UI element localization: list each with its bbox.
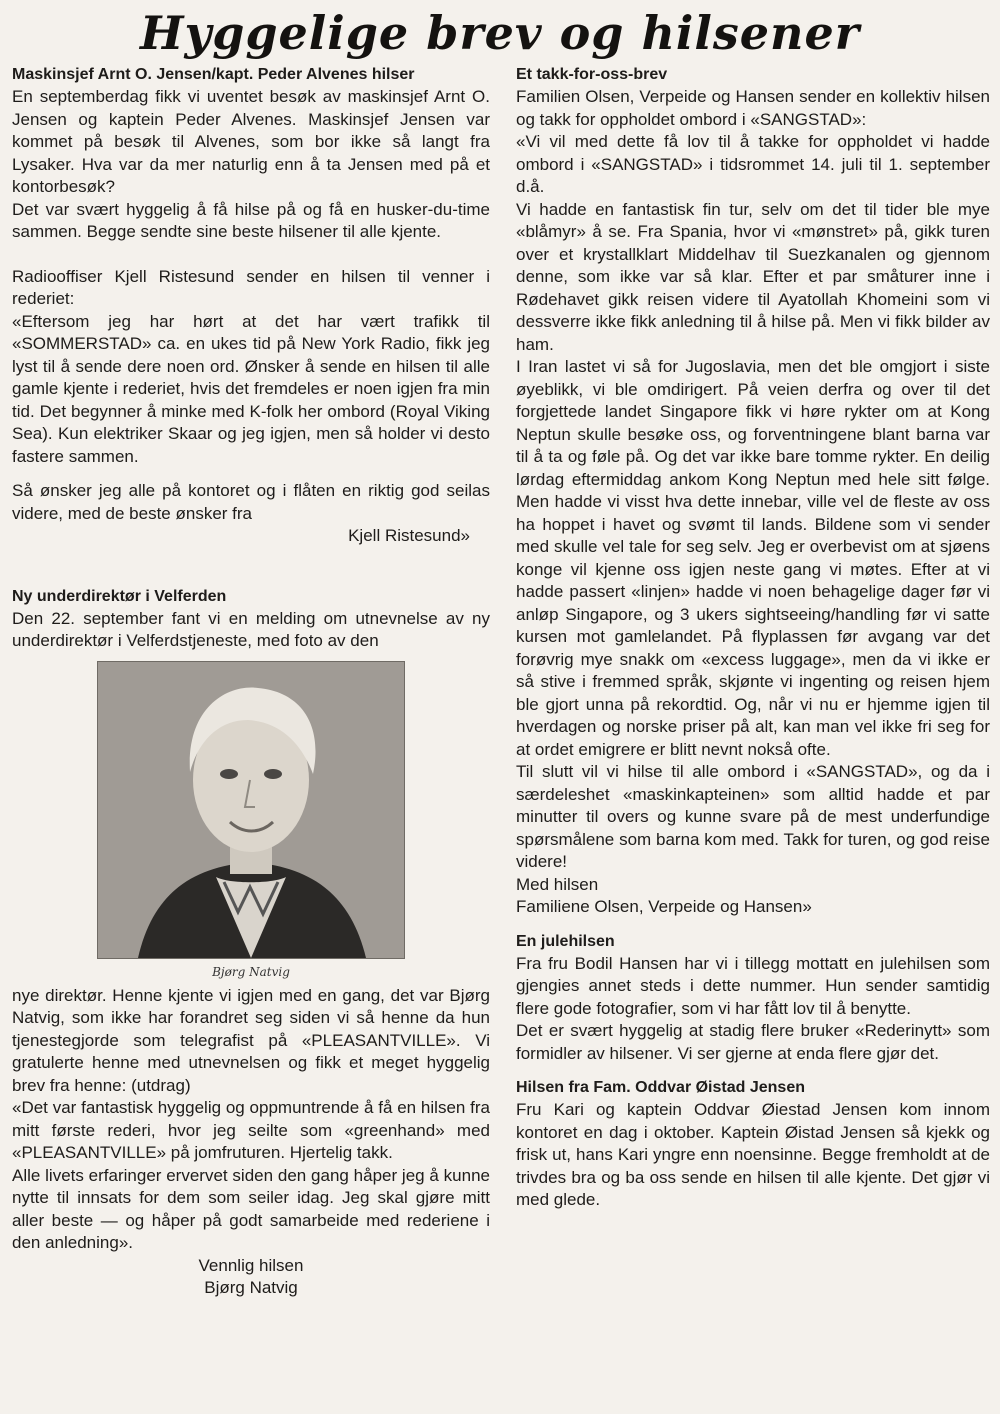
paragraph: nye direktør. Henne kjente vi igjen med en gang, det var Bjørg Natvig, som ikke har forandret seg siden vi så henne da hun tjenestegjorde som telegrafist på «PLEASANTVILLE». Vi gratulerte henne med utnevnelsen og fikk et meget hyggelig brev fra henne: (utdrag) [12, 985, 490, 1095]
photo-caption: Bjørg Natvig [212, 964, 290, 979]
section-heading-takk-for-oss: Et takk-for-oss-brev [516, 66, 668, 83]
paragraph: Vi hadde en fantastisk fin tur, selv om det til tider ble mye «blåmyr» å se. Fra Spania, hvor vi «mønstret» på, gikk turen over et krystallklart Middelhav til Suezkanalen og gjennom denne, som ikke var så klar. Efter et par småturer inne i Rødehavet gikk reisen videre til Ayatollah Khomeini som vi dessverre ikke fikk anledning til å hilse på. Men vi fikk bilder av ham. [516, 199, 990, 354]
signature: Kjell Ristesund» [348, 526, 470, 545]
section-heading-jensen-alvenes: Maskinsjef Arnt O. Jensen/kapt. Peder Alvenes hilser [12, 66, 415, 83]
paragraph: Alle livets erfaringer ervervet siden den gang håper jeg å kunne nytte til innsats for dem som seiler idag. Jeg skal gjøre mitt aller beste — og håper på godt samarbeide med rederiene i den anledning». [12, 1165, 490, 1252]
paragraph: En septemberdag fikk vi uventet besøk av maskinsjef Arnt O. Jensen og kaptein Peder Alvenes. Maskinsjef Jensen var kommet på besøk til Alvenes, som bor ikke så langt fra Lysaker. Hva var da mer naturlig enn å ta Jensen med på et kontorbesøk? [12, 87, 490, 196]
paragraph: Familien Olsen, Verpeide og Hansen sender en kollektiv hilsen og takk for oppholdet ombord i «SANGSTAD»: [516, 87, 990, 129]
paragraph: Det er svært hyggelig at stadig flere bruker «Rederinytt» som formidler av hilsener. Vi ser gjerne at enda flere gjør det. [516, 1021, 990, 1063]
section-heading-underdirektor: Ny underdirektør i Velferden [12, 587, 227, 605]
right-column [516, 64, 990, 1212]
paragraph: I Iran lastet vi så for Jugoslavia, men det ble omgjort i siste øyeblikk, vi ble omdirigert. På veien derfra og over til det forgjettede landet Singapore fikk vi høre rykter om at Kong Neptun skulle besøke oss, og forventningene blant barna var til å ta og føle på. Og det var ikke bare tomme rykter. En deilig lørdag eftermiddag ankom Kong Neptun med hele sitt følge. Men hadde vi visst hva dette innebar, ville vel de fleste av oss ha hoppet i havet og svømt til lands. Bildene som vi sender med skulle vel tale for seg selv. Jeg er overbevist om at sjøens konge vil kjenne oss igjen neste gang vi møtes. Efter at vi hadde passert «linjen» hadde vi noen behagelige dager før vi anløp Singapore, og 3 ukers sightseeing/handling før vi satte kursen mot gamlelandet. På flyplassen før avgang var det forøvrig mye snakk om «excess luggage», men da vi ikke er så stive i fremmed språk, skjønte vi ingenting og reisen hjem ble gjort unna på rekordtid. Og, når vi nu er hjemme igjen til hverdagen og norske priser på alt, kan man vel ikke fri seg for at ordet emigrere er blitt nevnt nokså ofte. [516, 357, 990, 759]
section-heading-julehilsen: En julehilsen [516, 932, 615, 950]
signature-greeting: Med hilsen [516, 874, 599, 894]
section-heading-oistad-jensen: Hilsen fra Fam. Oddvar Øistad Jensen [516, 1079, 805, 1096]
signature-greeting: Vennlig hilsen [198, 1255, 304, 1275]
paragraph: Fru Kari og kaptein Oddvar Øiestad Jensen kom innom kontoret en dag i oktober. Kaptein Øistad Jensen så kjekk og frisk ut, hans Kari yngre enn noensinne. Begge fremholdt at de trivdes bra og ba oss sende en hilsen til alle kjente. Det gjør vi med glede. [516, 1100, 990, 1209]
left-column [12, 64, 490, 1300]
paragraph: «Eftersom jeg har hørt at det har vært trafikk til «SOMMERSTAD» ca. en ukes tid på New York Radio, fikk jeg lyst til å sende dere noen ord. Ønsker å sende en hilsen til alle gamle kjente i rederiet, hvis det fremdeles er noen igjen fra min tid. Det begynner å minke med K-folk her ombord (Royal Viking Sea). Kun elektriker Skaar og jeg igjen, men så holder vi desto fastere sammen. [12, 311, 490, 466]
paragraph: «Vi vil med dette få lov til å takke for oppholdet vi hadde ombord i «SANGSTAD» i tidsrommet 14. juli til 1. september d.å. [516, 132, 990, 196]
portrait-figure [96, 661, 406, 985]
paragraph: Det var svært hyggelig å få hilse på og få en husker-du-time sammen. Begge sendte sine beste hilsener til alle kjente. [12, 199, 490, 241]
paragraph: Til slutt vil vi hilse til alle ombord i «SANGSTAD», og da i særdeleshet «maskinkapteinen» som alltid hadde et par minutter til overs og kunne svare på de mest underfundige spørsmålene som barna kom med. Takk for turen, og god reise videre! [516, 762, 990, 871]
signature-name: Bjørg Natvig [204, 1278, 298, 1297]
paragraph: «Det var fantastisk hyggelig og oppmuntrende å få en hilsen fra mitt første rederi, hvor jeg seilte som «greenhand» med «PLEASANTVILLE» på jomfruturen. Hjertelig takk. [12, 1098, 490, 1162]
paragraph: Den 22. september fant vi en melding om utnevnelse av ny underdirektør i Velferdstjeneste, med foto av den [12, 608, 490, 650]
paragraph: Så ønsker jeg alle på kontoret og i flåten en riktig god seilas videre, med de beste ønsker fra [12, 481, 490, 523]
portrait-photo [97, 661, 405, 959]
signature-name: Familiene Olsen, Verpeide og Hansen» [516, 897, 812, 916]
page-title: Hyggelige brev og hilsener [140, 6, 860, 60]
paragraph: Fra fru Bodil Hansen har vi i tillegg mottatt en julehilsen som gjengies annet steds i dette nummer. Hun sender samtidig flere gode fotografier, som vi har fått lov til å benytte. [516, 953, 990, 1018]
paragraph: Radiooffiser Kjell Ristesund sender en hilsen til venner i rederiet: [12, 266, 490, 308]
